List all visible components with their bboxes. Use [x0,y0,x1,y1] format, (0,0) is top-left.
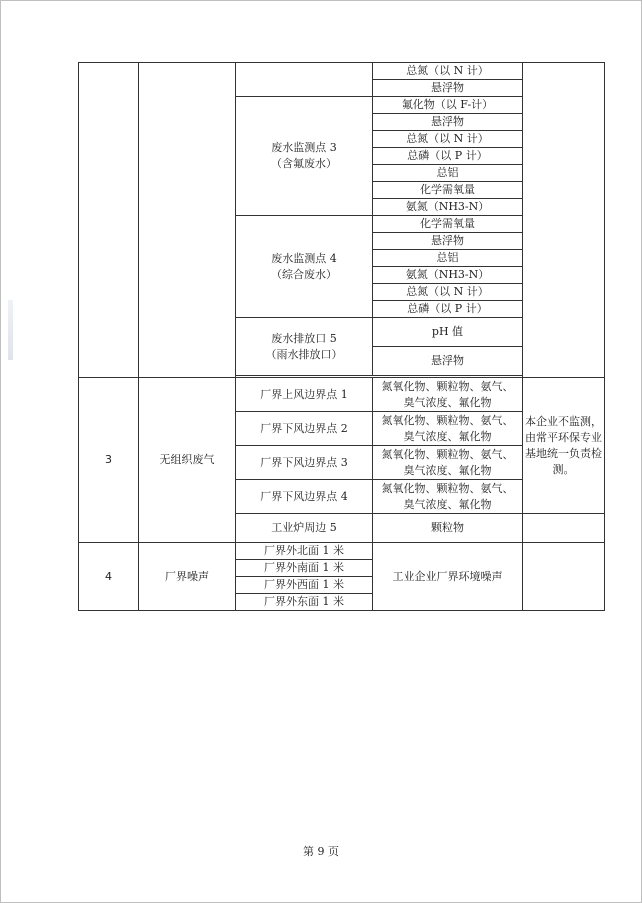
item-cell: 工业企业厂界环境噪声 [373,543,523,611]
item-cell: 氨氮（NH3-N） [373,267,523,284]
point-cell: 厂界外北面 1 米 [236,543,373,560]
item-cell: 总氮（以 N 计） [373,284,523,301]
item-cell: 悬浮物 [373,233,523,250]
monitoring-table [78,62,605,611]
point-cell: 废水监测点 4 （综合废水） [236,216,373,318]
cell-note-blank [523,63,605,378]
item-cell: 总氮（以 N 计） [373,131,523,148]
point-cell: 厂界下风边界点 2 [236,412,373,446]
item-cell: 颗粒物 [373,514,523,543]
note-cell-blank [523,543,605,611]
point-cell: 厂界外东面 1 米 [236,594,373,611]
table-row [79,378,605,412]
cell-no-blank [79,63,139,378]
point-cell: 厂界上风边界点 1 [236,378,373,412]
item-cell: 总铝 [373,250,523,267]
item-cell: 悬浮物 [373,80,523,97]
item-cell: 化学需氧量 [373,216,523,233]
section-number: 3 [79,378,139,543]
item-cell: 总磷（以 P 计） [373,301,523,318]
item-cell: 氨氮（NH3-N） [373,199,523,216]
point-cell: 工业炉周边 5 [236,514,373,543]
point-cell: 厂界外西面 1 米 [236,577,373,594]
point-cell: 废水监测点 3 （含氟废水） [236,97,373,216]
item-cell: 化学需氧量 [373,182,523,199]
point-cell: 厂界外南面 1 米 [236,560,373,577]
section-category: 无组织废气 [139,378,236,543]
item-cell: pH 值 [373,318,523,347]
item-cell: 总铝 [373,165,523,182]
table-row [79,543,605,560]
item-cell: 氟化物（以 F-计） [373,97,523,114]
section-category: 厂界噪声 [139,543,236,611]
item-cell: 悬浮物 [373,347,523,376]
table-row [79,63,605,80]
note-cell-blank [523,514,605,543]
item-cell: 总磷（以 P 计） [373,148,523,165]
item-cell: 氮氧化物、颗粒物、氨气、 臭气浓度、氟化物 [373,446,523,480]
item-cell: 悬浮物 [373,114,523,131]
section-number: 4 [79,543,139,611]
point-cell: 废水排放口 5 （雨水排放口） [236,318,373,376]
note-cell: 本企业不监测，由常平环保专业基地统一负责检测。 [523,378,605,514]
scan-edge-mark [8,300,13,360]
item-cell: 氮氧化物、颗粒物、氨气、 臭气浓度、氟化物 [373,480,523,514]
item-cell: 氮氧化物、颗粒物、氨气、 臭气浓度、氟化物 [373,378,523,412]
cell-point-blank [236,63,373,97]
point-cell: 厂界下风边界点 3 [236,446,373,480]
item-cell: 总氮（以 N 计） [373,63,523,80]
page-number: 第 9 页 [303,845,339,858]
cell-category-blank [139,63,236,378]
item-cell: 氮氧化物、颗粒物、氨气、 臭气浓度、氟化物 [373,412,523,446]
point-cell: 厂界下风边界点 4 [236,480,373,514]
